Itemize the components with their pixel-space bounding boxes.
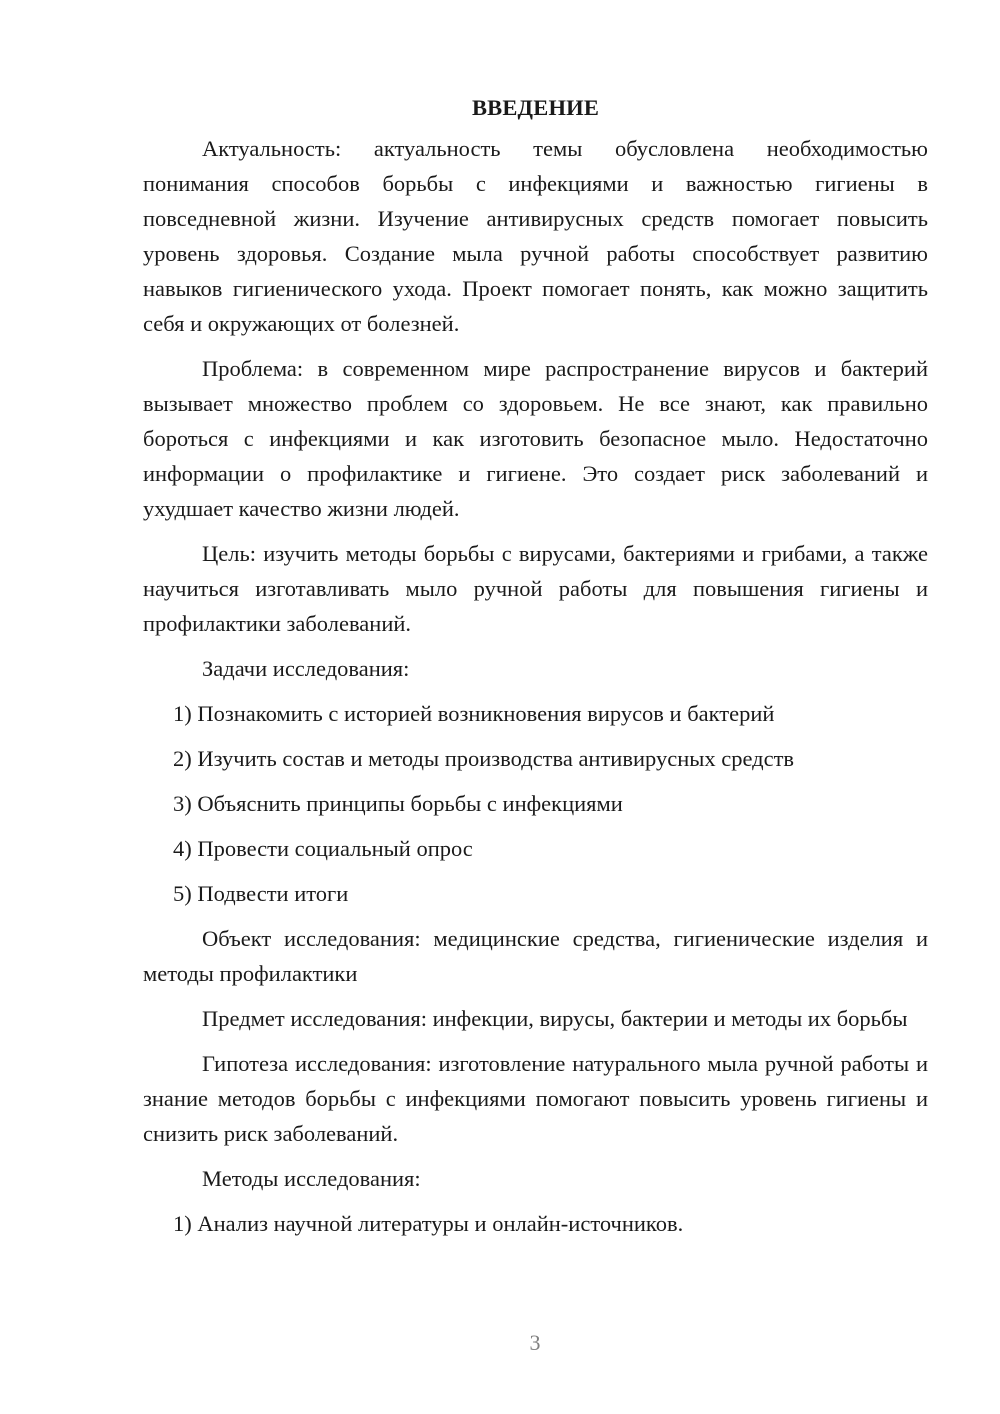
- section-heading: ВВЕДЕНИЕ: [471, 95, 600, 120]
- task-item-1: 1) Познакомить с историей возникновения вирусов и бактерий: [173, 701, 775, 726]
- method-item-1: 1) Анализ научной литературы и онлайн-источников.: [173, 1211, 684, 1236]
- page-content: [143, 90, 928, 1251]
- task-item-2: 2) Изучить состав и методы производства антивирусных средств: [173, 746, 795, 771]
- page-number: 3: [529, 1330, 541, 1355]
- task-item-3: 3) Объяснить принципы борьбы с инфекциями: [173, 791, 623, 816]
- object-paragraph: Объект исследования: медицинские средства, гигиенические изделия и методы профилактики: [143, 926, 928, 986]
- goal-paragraph: Цель: изучить методы борьбы с вирусами, бактериями и грибами, а также научиться изготавливать мыло ручной работы для повышения гигиены и профилактики заболеваний.: [143, 541, 928, 636]
- hypothesis-paragraph: Гипотеза исследования: изготовление натурального мыла ручной работы и знание методов борьбы с инфекциями помогают повысить уровень гигиены и снизить риск заболеваний.: [143, 1051, 928, 1146]
- relevance-paragraph: Актуальность: актуальность темы обусловлена необходимостью понимания способов борьбы с инфекциями и важностью гигиены в повседневной жизни. Изучение антивирусных средств помогает повысить уровень здоровья. Создание мыла ручной работы способствует развитию навыков гигиенического ухода. Проект помогает понять, как можно защитить себя и окружающих от болезней.: [143, 136, 928, 336]
- task-item-5: 5) Подвести итоги: [173, 881, 349, 906]
- methods-heading: Методы исследования:: [202, 1166, 421, 1191]
- problem-paragraph: Проблема: в современном мире распространение вирусов и бактерий вызывает множество проблем со здоровьем. Не все знают, как правильно бороться с инфекциями и как изготовить безопасное мыло. Недостаточно информации о профилактике и гигиене. Это создает риск заболеваний и ухудшает качество жизни людей.: [143, 356, 928, 521]
- tasks-heading: Задачи исследования:: [202, 656, 410, 681]
- subject-paragraph: Предмет исследования: инфекции, вирусы, бактерии и методы их борьбы: [202, 1006, 908, 1031]
- task-item-4: 4) Провести социальный опрос: [173, 836, 473, 861]
